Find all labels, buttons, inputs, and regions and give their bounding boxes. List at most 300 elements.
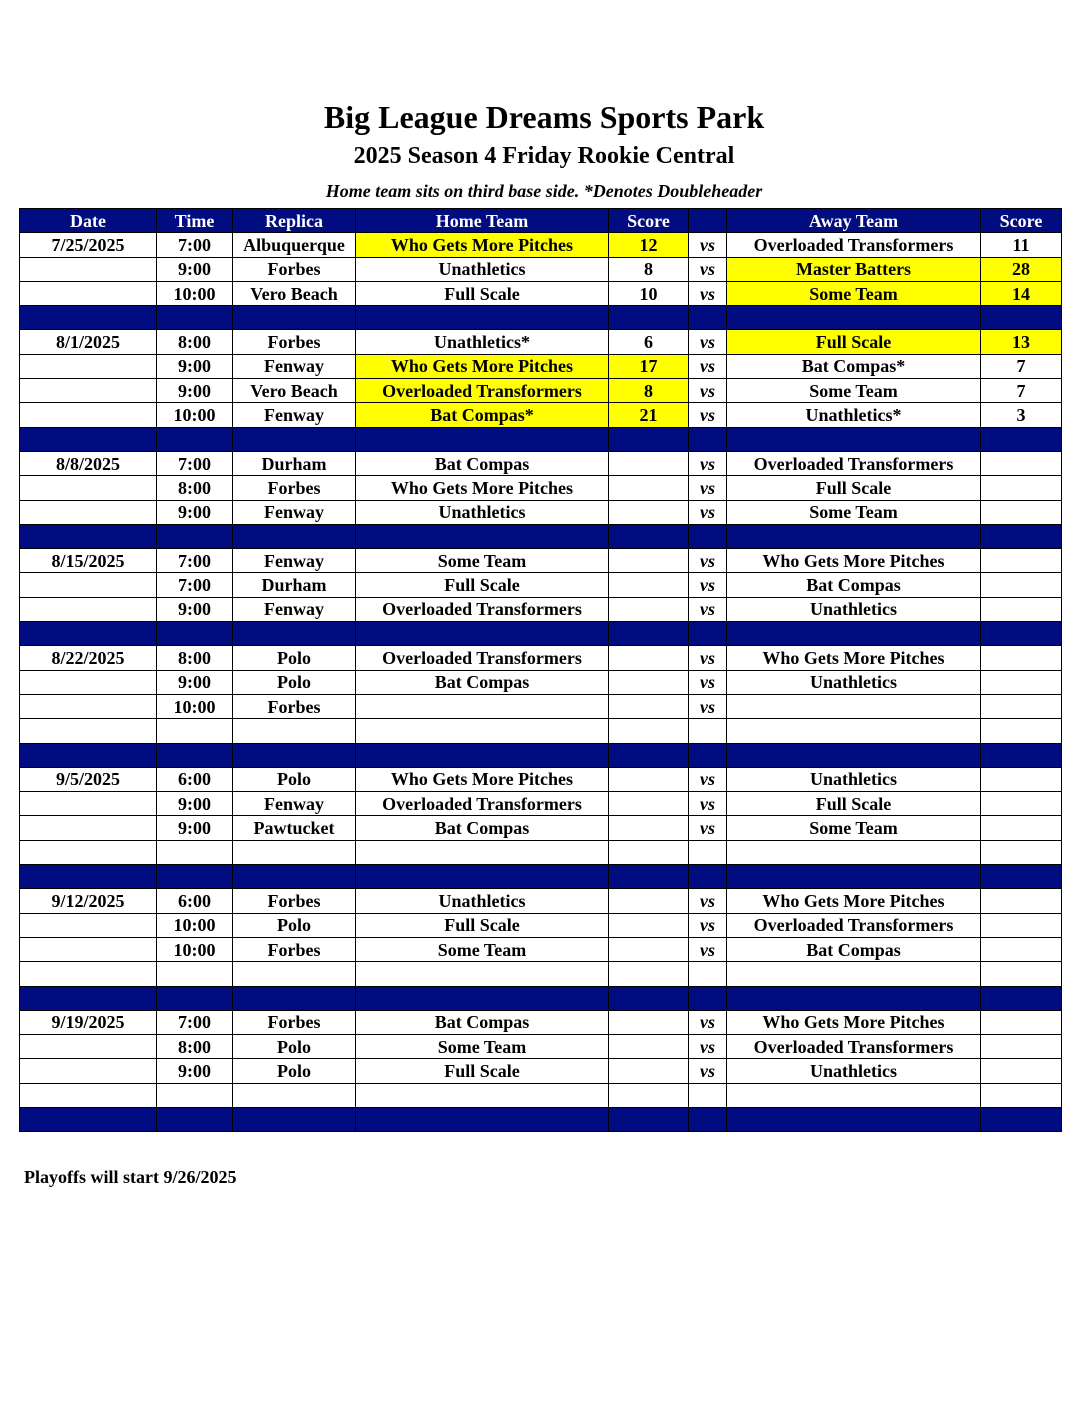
- separator-cell: [157, 524, 233, 548]
- home-score-cell: 8: [609, 257, 689, 281]
- replica-cell: Polo: [233, 1059, 356, 1083]
- time-cell: 6:00: [157, 767, 233, 791]
- date-cell: 8/8/2025: [20, 451, 157, 475]
- replica-cell: Fenway: [233, 403, 356, 427]
- separator-cell: [727, 524, 981, 548]
- away-team-cell: Some Team: [727, 500, 981, 524]
- home-score-cell: [609, 451, 689, 475]
- away-score-cell: [981, 451, 1062, 475]
- date-cell: [20, 719, 157, 743]
- table-row: [20, 257, 1062, 281]
- away-team-cell: [727, 719, 981, 743]
- column-header-replica: Replica: [233, 209, 356, 233]
- away-team-cell: Overloaded Transformers: [727, 451, 981, 475]
- home-score-cell: [609, 500, 689, 524]
- date-cell: [20, 840, 157, 864]
- home-team-cell: Full Scale: [356, 913, 609, 937]
- replica-cell: Forbes: [233, 1010, 356, 1034]
- date-cell: [20, 1035, 157, 1059]
- away-score-cell: [981, 500, 1062, 524]
- replica-cell: Polo: [233, 767, 356, 791]
- separator-cell: [157, 622, 233, 646]
- away-score-cell: [981, 573, 1062, 597]
- home-score-cell: [609, 670, 689, 694]
- page-subtitle: 2025 Season 4 Friday Rookie Central: [353, 143, 735, 169]
- away-score-cell: 14: [981, 281, 1062, 305]
- vs-cell: [689, 719, 727, 743]
- home-score-cell: [609, 1035, 689, 1059]
- home-team-cell: Full Scale: [356, 281, 609, 305]
- home-score-cell: 6: [609, 330, 689, 354]
- away-score-cell: [981, 767, 1062, 791]
- table-row: [20, 451, 1062, 475]
- separator-cell: [233, 524, 356, 548]
- date-cell: [20, 816, 157, 840]
- table-row: [20, 403, 1062, 427]
- date-cell: [20, 670, 157, 694]
- separator-cell: [609, 865, 689, 889]
- home-score-cell: [609, 719, 689, 743]
- date-cell: [20, 1059, 157, 1083]
- time-cell: [157, 840, 233, 864]
- vs-cell: vs: [689, 281, 727, 305]
- table-row: [20, 1059, 1062, 1083]
- away-team-cell: [727, 694, 981, 718]
- separator-cell: [609, 524, 689, 548]
- home-team-cell: Bat Compas*: [356, 403, 609, 427]
- table-row: [20, 476, 1062, 500]
- vs-cell: vs: [689, 889, 727, 913]
- vs-cell: vs: [689, 330, 727, 354]
- time-cell: 9:00: [157, 816, 233, 840]
- vs-cell: vs: [689, 913, 727, 937]
- home-team-cell: [356, 1083, 609, 1107]
- separator-cell: [609, 427, 689, 451]
- separator-cell: [356, 622, 609, 646]
- date-cell: [20, 354, 157, 378]
- vs-cell: vs: [689, 937, 727, 961]
- vs-cell: vs: [689, 354, 727, 378]
- table-row: [20, 792, 1062, 816]
- table-row: [20, 816, 1062, 840]
- vs-cell: vs: [689, 792, 727, 816]
- home-team-cell: Bat Compas: [356, 670, 609, 694]
- time-cell: [157, 1083, 233, 1107]
- home-score-cell: [609, 1010, 689, 1034]
- schedule-table: [19, 208, 1062, 1132]
- home-score-cell: [609, 937, 689, 961]
- separator-cell: [727, 1107, 981, 1131]
- time-cell: 10:00: [157, 694, 233, 718]
- home-score-cell: [609, 792, 689, 816]
- column-header-date: Date: [20, 209, 157, 233]
- date-cell: [20, 694, 157, 718]
- home-score-cell: [609, 889, 689, 913]
- separator-cell: [727, 865, 981, 889]
- time-cell: 8:00: [157, 1035, 233, 1059]
- separator-cell: [356, 524, 609, 548]
- home-score-cell: [609, 573, 689, 597]
- home-team-cell: Who Gets More Pitches: [356, 354, 609, 378]
- away-score-cell: [981, 913, 1062, 937]
- separator-cell: [727, 427, 981, 451]
- separator-cell: [356, 986, 609, 1010]
- date-cell: [20, 962, 157, 986]
- table-row: [20, 670, 1062, 694]
- home-score-cell: 12: [609, 233, 689, 257]
- away-score-cell: 28: [981, 257, 1062, 281]
- date-separator-row: [20, 743, 1062, 767]
- table-row: [20, 962, 1062, 986]
- away-team-cell: [727, 1083, 981, 1107]
- date-cell: [20, 500, 157, 524]
- home-team-cell: [356, 719, 609, 743]
- home-team-cell: Unathletics*: [356, 330, 609, 354]
- date-cell: [20, 597, 157, 621]
- separator-cell: [689, 427, 727, 451]
- column-header-time: Time: [157, 209, 233, 233]
- column-header-away-team: Away Team: [727, 209, 981, 233]
- away-team-cell: [727, 840, 981, 864]
- separator-cell: [157, 986, 233, 1010]
- separator-cell: [689, 1107, 727, 1131]
- vs-cell: vs: [689, 233, 727, 257]
- home-team-cell: Unathletics: [356, 889, 609, 913]
- table-row: [20, 1035, 1062, 1059]
- separator-cell: [20, 986, 157, 1010]
- separator-cell: [20, 306, 157, 330]
- vs-cell: vs: [689, 500, 727, 524]
- time-cell: 7:00: [157, 549, 233, 573]
- away-score-cell: [981, 937, 1062, 961]
- vs-cell: vs: [689, 573, 727, 597]
- date-cell: [20, 403, 157, 427]
- separator-cell: [233, 1107, 356, 1131]
- away-score-cell: 11: [981, 233, 1062, 257]
- separator-cell: [20, 622, 157, 646]
- home-team-cell: Unathletics: [356, 500, 609, 524]
- table-row: [20, 1083, 1062, 1107]
- time-cell: [157, 719, 233, 743]
- table-row: [20, 281, 1062, 305]
- separator-cell: [981, 743, 1062, 767]
- away-team-cell: Bat Compas: [727, 937, 981, 961]
- date-separator-row: [20, 986, 1062, 1010]
- away-team-cell: Unathletics: [727, 1059, 981, 1083]
- home-score-cell: 21: [609, 403, 689, 427]
- separator-cell: [981, 622, 1062, 646]
- time-cell: 6:00: [157, 889, 233, 913]
- away-score-cell: [981, 962, 1062, 986]
- separator-cell: [233, 986, 356, 1010]
- vs-cell: [689, 840, 727, 864]
- separator-cell: [356, 743, 609, 767]
- separator-cell: [20, 427, 157, 451]
- away-score-cell: [981, 646, 1062, 670]
- separator-cell: [157, 743, 233, 767]
- home-score-cell: 10: [609, 281, 689, 305]
- separator-cell: [689, 865, 727, 889]
- away-team-cell: Unathletics: [727, 670, 981, 694]
- time-cell: 10:00: [157, 937, 233, 961]
- away-team-cell: Overloaded Transformers: [727, 233, 981, 257]
- home-team-cell: Overloaded Transformers: [356, 597, 609, 621]
- date-separator-row: [20, 306, 1062, 330]
- home-score-cell: [609, 962, 689, 986]
- away-score-cell: 13: [981, 330, 1062, 354]
- column-header-away-score: Score: [981, 209, 1062, 233]
- separator-cell: [609, 986, 689, 1010]
- away-team-cell: Full Scale: [727, 330, 981, 354]
- away-score-cell: [981, 792, 1062, 816]
- away-team-cell: Bat Compas: [727, 573, 981, 597]
- separator-cell: [356, 865, 609, 889]
- table-row: [20, 889, 1062, 913]
- date-cell: [20, 573, 157, 597]
- time-cell: [157, 962, 233, 986]
- away-score-cell: [981, 694, 1062, 718]
- away-team-cell: Overloaded Transformers: [727, 913, 981, 937]
- date-separator-row: [20, 427, 1062, 451]
- schedule-body: [20, 233, 1062, 1132]
- time-cell: 10:00: [157, 913, 233, 937]
- away-team-cell: Who Gets More Pitches: [727, 549, 981, 573]
- replica-cell: Fenway: [233, 354, 356, 378]
- time-cell: 9:00: [157, 257, 233, 281]
- date-separator-row: [20, 1107, 1062, 1131]
- vs-cell: vs: [689, 767, 727, 791]
- home-team-cell: Who Gets More Pitches: [356, 476, 609, 500]
- away-score-cell: [981, 889, 1062, 913]
- separator-cell: [689, 306, 727, 330]
- separator-cell: [981, 865, 1062, 889]
- table-header-row: [20, 209, 1062, 233]
- replica-cell: Polo: [233, 646, 356, 670]
- away-team-cell: Unathletics: [727, 597, 981, 621]
- date-cell: 9/19/2025: [20, 1010, 157, 1034]
- separator-cell: [356, 1107, 609, 1131]
- home-team-cell: Some Team: [356, 1035, 609, 1059]
- home-score-cell: 17: [609, 354, 689, 378]
- home-score-cell: [609, 476, 689, 500]
- time-cell: 9:00: [157, 792, 233, 816]
- home-team-cell: Overloaded Transformers: [356, 646, 609, 670]
- home-team-cell: Who Gets More Pitches: [356, 233, 609, 257]
- vs-cell: vs: [689, 670, 727, 694]
- away-team-cell: Full Scale: [727, 476, 981, 500]
- replica-cell: Polo: [233, 1035, 356, 1059]
- replica-cell: Forbes: [233, 330, 356, 354]
- away-team-cell: Who Gets More Pitches: [727, 646, 981, 670]
- date-cell: 8/15/2025: [20, 549, 157, 573]
- home-score-cell: [609, 816, 689, 840]
- away-team-cell: Bat Compas*: [727, 354, 981, 378]
- away-team-cell: Who Gets More Pitches: [727, 889, 981, 913]
- away-team-cell: Who Gets More Pitches: [727, 1010, 981, 1034]
- table-row: [20, 549, 1062, 573]
- separator-cell: [689, 986, 727, 1010]
- separator-cell: [981, 427, 1062, 451]
- replica-cell: [233, 962, 356, 986]
- table-row: [20, 573, 1062, 597]
- separator-cell: [157, 306, 233, 330]
- away-score-cell: [981, 1010, 1062, 1034]
- replica-cell: Fenway: [233, 500, 356, 524]
- time-cell: 8:00: [157, 646, 233, 670]
- date-cell: 8/22/2025: [20, 646, 157, 670]
- time-cell: 8:00: [157, 476, 233, 500]
- time-cell: 9:00: [157, 670, 233, 694]
- date-cell: [20, 1083, 157, 1107]
- table-row: [20, 330, 1062, 354]
- away-score-cell: 3: [981, 403, 1062, 427]
- replica-cell: Pawtucket: [233, 816, 356, 840]
- home-team-cell: Who Gets More Pitches: [356, 767, 609, 791]
- table-row: [20, 597, 1062, 621]
- vs-cell: vs: [689, 694, 727, 718]
- separator-cell: [981, 524, 1062, 548]
- home-score-cell: [609, 1083, 689, 1107]
- date-cell: [20, 257, 157, 281]
- vs-cell: vs: [689, 1010, 727, 1034]
- separator-cell: [609, 622, 689, 646]
- date-cell: 9/12/2025: [20, 889, 157, 913]
- separator-cell: [727, 986, 981, 1010]
- column-header-home-score: Score: [609, 209, 689, 233]
- separator-cell: [609, 306, 689, 330]
- away-score-cell: 7: [981, 354, 1062, 378]
- date-cell: [20, 379, 157, 403]
- time-cell: 8:00: [157, 330, 233, 354]
- schedule-note: Home team sits on third base side. *Denotes Doubleheader: [325, 181, 763, 201]
- vs-cell: vs: [689, 476, 727, 500]
- separator-cell: [727, 622, 981, 646]
- vs-cell: vs: [689, 403, 727, 427]
- table-row: [20, 913, 1062, 937]
- replica-cell: Forbes: [233, 476, 356, 500]
- home-team-cell: Bat Compas: [356, 451, 609, 475]
- home-team-cell: Unathletics: [356, 257, 609, 281]
- replica-cell: Durham: [233, 451, 356, 475]
- separator-cell: [689, 524, 727, 548]
- time-cell: 7:00: [157, 233, 233, 257]
- time-cell: 10:00: [157, 403, 233, 427]
- separator-cell: [609, 1107, 689, 1131]
- time-cell: 7:00: [157, 573, 233, 597]
- vs-cell: vs: [689, 379, 727, 403]
- away-team-cell: Some Team: [727, 816, 981, 840]
- separator-cell: [233, 743, 356, 767]
- playoffs-note: Playoffs will start 9/26/2025: [24, 1167, 237, 1187]
- home-team-cell: Some Team: [356, 549, 609, 573]
- vs-cell: vs: [689, 597, 727, 621]
- vs-cell: vs: [689, 451, 727, 475]
- vs-cell: vs: [689, 549, 727, 573]
- vs-cell: vs: [689, 257, 727, 281]
- home-score-cell: [609, 549, 689, 573]
- replica-cell: Fenway: [233, 597, 356, 621]
- table-row: [20, 767, 1062, 791]
- home-team-cell: Bat Compas: [356, 816, 609, 840]
- replica-cell: Vero Beach: [233, 281, 356, 305]
- separator-cell: [233, 427, 356, 451]
- separator-cell: [157, 427, 233, 451]
- separator-cell: [981, 306, 1062, 330]
- away-team-cell: [727, 962, 981, 986]
- home-score-cell: [609, 767, 689, 791]
- date-cell: [20, 913, 157, 937]
- vs-cell: vs: [689, 816, 727, 840]
- home-score-cell: [609, 840, 689, 864]
- vs-cell: [689, 962, 727, 986]
- date-separator-row: [20, 622, 1062, 646]
- away-score-cell: [981, 719, 1062, 743]
- separator-cell: [981, 1107, 1062, 1131]
- away-team-cell: Full Scale: [727, 792, 981, 816]
- time-cell: 7:00: [157, 1010, 233, 1034]
- time-cell: 9:00: [157, 379, 233, 403]
- away-score-cell: [981, 1035, 1062, 1059]
- separator-cell: [20, 743, 157, 767]
- table-row: [20, 500, 1062, 524]
- away-team-cell: Overloaded Transformers: [727, 1035, 981, 1059]
- separator-cell: [356, 427, 609, 451]
- replica-cell: Vero Beach: [233, 379, 356, 403]
- vs-cell: vs: [689, 1035, 727, 1059]
- replica-cell: Durham: [233, 573, 356, 597]
- table-row: [20, 646, 1062, 670]
- date-cell: 7/25/2025: [20, 233, 157, 257]
- away-score-cell: [981, 840, 1062, 864]
- separator-cell: [981, 986, 1062, 1010]
- separator-cell: [20, 524, 157, 548]
- column-header-home-team: Home Team: [356, 209, 609, 233]
- away-score-cell: [981, 1059, 1062, 1083]
- separator-cell: [689, 622, 727, 646]
- away-team-cell: Unathletics*: [727, 403, 981, 427]
- time-cell: 9:00: [157, 597, 233, 621]
- separator-cell: [609, 743, 689, 767]
- replica-cell: Polo: [233, 670, 356, 694]
- replica-cell: Fenway: [233, 792, 356, 816]
- away-team-cell: Master Batters: [727, 257, 981, 281]
- separator-cell: [233, 865, 356, 889]
- table-row: [20, 840, 1062, 864]
- separator-cell: [356, 306, 609, 330]
- date-cell: [20, 476, 157, 500]
- replica-cell: Forbes: [233, 257, 356, 281]
- away-score-cell: [981, 816, 1062, 840]
- home-team-cell: Full Scale: [356, 1059, 609, 1083]
- away-team-cell: Unathletics: [727, 767, 981, 791]
- page-title: Big League Dreams Sports Park: [323, 99, 765, 135]
- separator-cell: [727, 743, 981, 767]
- home-score-cell: [609, 913, 689, 937]
- away-team-cell: Some Team: [727, 281, 981, 305]
- separator-cell: [689, 743, 727, 767]
- home-team-cell: Some Team: [356, 937, 609, 961]
- replica-cell: Polo: [233, 913, 356, 937]
- home-score-cell: [609, 1059, 689, 1083]
- replica-cell: Albuquerque: [233, 233, 356, 257]
- table-row: [20, 233, 1062, 257]
- time-cell: 9:00: [157, 500, 233, 524]
- vs-cell: vs: [689, 646, 727, 670]
- home-team-cell: Overloaded Transformers: [356, 792, 609, 816]
- home-team-cell: Overloaded Transformers: [356, 379, 609, 403]
- home-score-cell: [609, 694, 689, 718]
- home-team-cell: Full Scale: [356, 573, 609, 597]
